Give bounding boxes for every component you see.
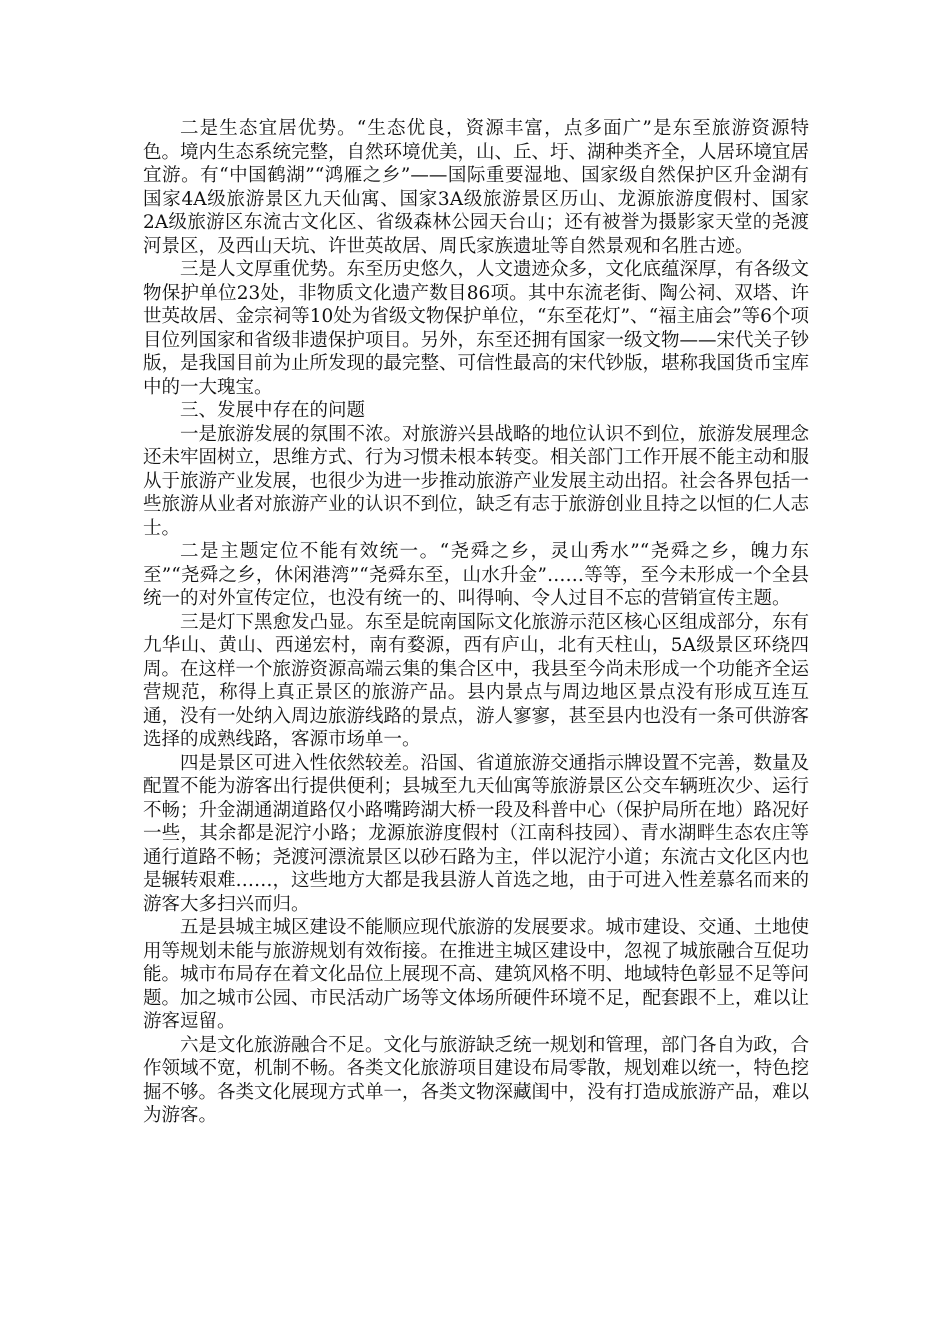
section-heading: 三、发展中存在的问题 (180, 400, 366, 421)
paragraph-problem-blind-spot: 三是灯下黑愈发凸显。东至是皖南国际文化旅游示范区核心区组成部分，东有九华山、黄山、西递宏村，南有婺源，西有庐山，北有天柱山，5A级景区环绕四周。在这样一个旅游资源高端云集的集合区中，我县至今尚未形成一个功能齐全运营规范，称得上真正景区的旅游产品。县内景点与周边地区景点没有形成互连互通，没有一处纳入周边旅游线路的景点，游人寥寥，甚至县内也没有一条可供游客选择的成熟线路，客源市场单一。 (143, 611, 810, 750)
paragraph-problem-urban-construction: 五是县城主城区建设不能顺应现代旅游的发展要求。城市建设、交通、土地使用等规划未能与旅游规划有效衔接。在推进主城区建设中，忽视了城旅融合互促功能。城市布局存在着文化品位上展现不高、建筑风格不明、地域特色彰显不足等问题。加之城市公园、市民活动广场等文体场所硬件环境不足，配套跟不上，难以让游客逗留。 (143, 917, 810, 1032)
paragraph-problem-accessibility: 四是景区可进入性依然较差。沿国、省道旅游交通指示牌设置不完善，数量及配置不能为游客出行提供便利；县城至九天仙寓等旅游景区公交车辆班次少、运行不畅；升金湖通湖道路仅小路嘴跨湖大桥一段及科普中心（保护局所在地）路况好一些，其余都是泥泞小路；龙源旅游度假村（江南科技园）、青水湖畔生态农庄等通行道路不畅；尧渡河漂流景区以砂石路为主，伴以泥泞小道；东流古文化区内也是辗转艰难……，这些地方大都是我县游人首选之地，由于可进入性差慕名而来的游客大多扫兴而归。 (143, 752, 810, 915)
paragraph-problem-culture-tourism: 六是文化旅游融合不足。文化与旅游缺乏统一规划和管理，部门各自为政，合作领域不宽，机制不畅。各类文化旅游项目建设布局零散，规划难以统一，特色挖掘不够。各类文化展现方式单一，各类文物深藏闺中，没有打造成旅游产品，难以为游客。 (143, 1034, 810, 1126)
paragraph-problem-atmosphere: 一是旅游发展的氛围不浓。对旅游兴县战略的地位认识不到位，旅游发展理念还未牢固树立，思维方式、行为习惯未根本转变。相关部门工作开展不能主动和服从于旅游产业发展，也很少为进一步推动旅游产业发展主动出招。社会各界包括一些旅游从业者对旅游产业的认识不到位，缺乏有志于旅游创业且持之以恒的仁人志士。 (143, 423, 810, 539)
paragraph-ecological-advantage: 二是生态宜居优势。“生态优良，资源丰富，点多面广”是东至旅游资源特色。境内生态系统完整，自然环境优美，山、丘、圩、湖种类齐全，人居环境宜居宜游。有“中国鹤湖”“鸿雁之乡”——国际重要湿地、国家级自然保护区升金湖有国家4A级旅游景区九天仙寓、国家3A级旅游景区历山、龙源旅游度假村、国家2A级旅游区东流古文化区、省级森林公园天台山；还有被誉为摄影家天堂的尧渡河景区，及西山天坑、许世英故居、周氏家族遗址等自然景观和名胜古迹。 (143, 118, 810, 257)
paragraph-problem-theme: 二是主题定位不能有效统一。“尧舜之乡，灵山秀水”“尧舜之乡，魄力东至”“尧舜之乡，休闲港湾”“尧舜东至，山水升金”……等等，至今未形成一个全县统一的对外宣传定位，也没有统一的、叫得响、令人过目不忘的营销宣传主题。 (143, 541, 809, 609)
document-page (143, 117, 809, 1128)
paragraph-cultural-advantage: 三是人文厚重优势。东至历史悠久，人文遗迹众多，文化底蕴深厚，有各级文物保护单位23处，非物质文化遗产数目86项。其中东流老街、陶公祠、双塔、许世英故居、金宗祠等10处为省级文物保护单位，“东至花灯”、“福主庙会”等6个项目位列国家和省级非遗保护项目。另外，东至还拥有国家一级文物——宋代关子钞版，是我国目前为止所发现的最完整、可信性最高的宋代钞版，堪称我国货币宝库中的一大瑰宝。 (143, 259, 810, 398)
